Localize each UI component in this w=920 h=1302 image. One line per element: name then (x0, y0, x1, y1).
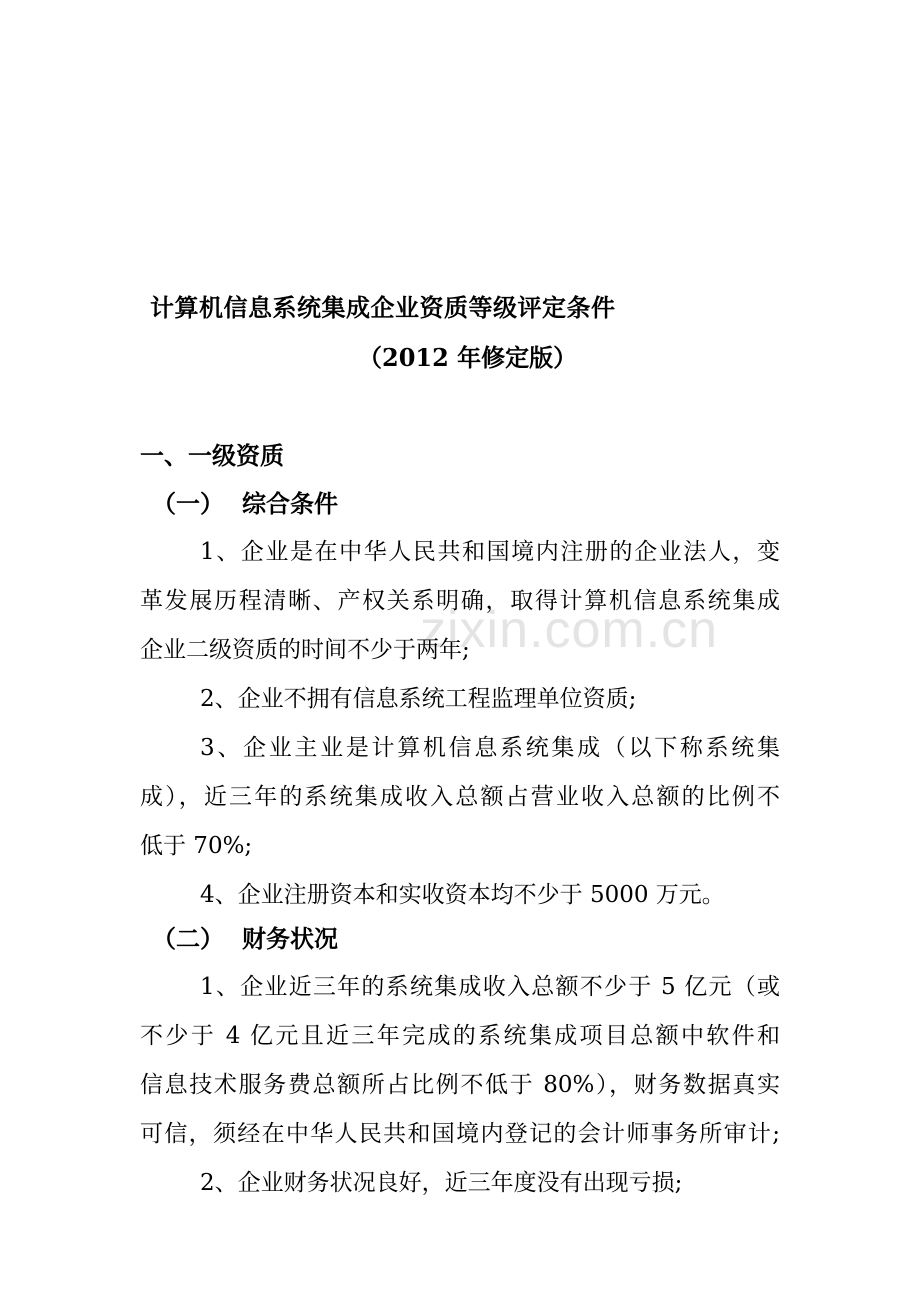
subsection-mark: （一） (152, 489, 224, 518)
paragraph-line: 成），近三年的系统集成收入总额占营业收入总额的比例不 (140, 784, 780, 810)
paragraph-line: 不少于 4 亿元且近三年完成的系统集成项目总额中软件和 (140, 1023, 780, 1049)
subsection-heading-general (152, 484, 338, 519)
paragraph-line: 3、企业主业是计算机信息系统集成（以下称系统集 (200, 735, 780, 761)
document-title: 计算机信息系统集成企业资质等级评定条件 (150, 293, 616, 322)
paragraph-line: 1、企业近三年的系统集成收入总额不少于 5 亿元（或 (200, 974, 780, 1000)
subsection-label: 财务状况 (242, 924, 338, 953)
paragraph-line: 2、企业财务状况良好，近三年度没有出现亏损; (200, 1170, 683, 1196)
document-subtitle: （2012 年修定版） (358, 343, 578, 372)
paragraph-line: 革发展历程清晰、产权关系明确，取得计算机信息系统集成 (140, 588, 780, 614)
paragraph-line: 4、企业注册资本和实收资本均不少于 5000 万元。 (200, 882, 725, 908)
paragraph-line: 信息技术服务费总额所占比例不低于 80%），财务数据真实 (140, 1072, 780, 1098)
paragraph-line: 2、企业不拥有信息系统工程监理单位资质; (200, 686, 637, 712)
subsection-mark: （二） (152, 924, 224, 953)
paragraph-line: 企业二级资质的时间不少于两年; (140, 637, 470, 663)
paragraph-line: 低于 70%; (140, 833, 253, 859)
subsection-heading-finance (152, 919, 338, 954)
paragraph-line: 可信，须经在中华人民共和国境内登记的会计师事务所审计; (140, 1121, 780, 1147)
watermark: zixin.com.cn (420, 601, 719, 659)
section-heading-level1: 一、一级资质 (140, 441, 284, 470)
subsection-label: 综合条件 (242, 489, 338, 518)
paragraph-line: 1、企业是在中华人民共和国境内注册的企业法人，变 (200, 539, 780, 565)
